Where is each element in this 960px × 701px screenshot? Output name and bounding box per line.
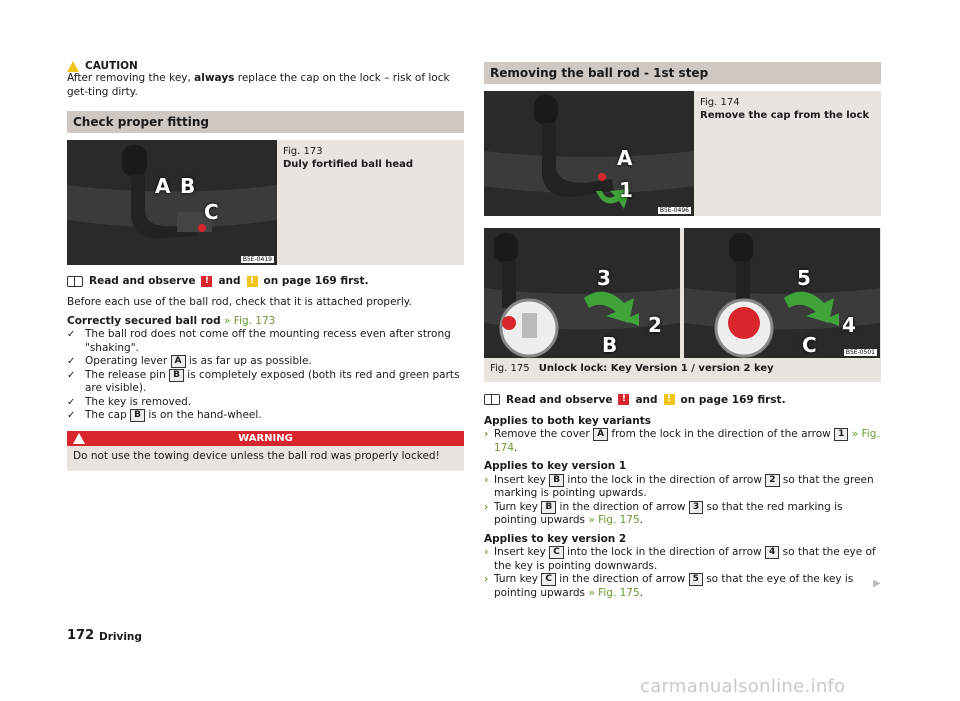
figure-link[interactable]: » Fig. 173 (224, 314, 276, 327)
figure-code: B5E-0501 (845, 349, 875, 356)
callout-b: B (180, 174, 196, 198)
warning-header: WARNING (67, 431, 464, 446)
figure-link[interactable]: » Fig. 174 (494, 428, 880, 454)
step-item: › Turn key C in the direction of arrow 5 so that the eye of the key is pointing upwards » Fig. 175. (484, 573, 854, 599)
figure-code: B5E-0419 (242, 256, 272, 263)
figure-code: B5E-0496 (659, 207, 689, 214)
figure-174-caption: Fig. 174 Remove the cap from the lock (700, 97, 870, 121)
callout-a: A (617, 146, 633, 170)
checkmark-icon: ✓ (67, 410, 76, 421)
watermark: carmanualsonline.info (640, 676, 846, 697)
lock-cap-illustration (484, 91, 694, 216)
figure-173-photo (67, 140, 277, 265)
key-version-1-illustration (484, 228, 680, 358)
both-variants-title: Applies to both key variants (484, 414, 652, 427)
figure-173 (67, 140, 464, 265)
check-item: ✓ The key is removed. (67, 395, 192, 408)
steps-block (484, 415, 881, 601)
left-column (67, 60, 464, 471)
caution-icon (67, 61, 79, 72)
check-item: ✓ Operating lever A is as far up as possible. (67, 355, 312, 367)
key-version-2-illustration (684, 228, 880, 358)
read-and-observe: Read and observe ! and ! on page 169 first. (67, 275, 464, 287)
secured-heading: Correctly secured ball rod » Fig. 173 (67, 314, 276, 327)
callout-1: 1 (619, 178, 633, 202)
check-list (67, 328, 464, 423)
check-item: ✓ The ball rod does not come off the mounting recess even after strong "shaking". (67, 328, 451, 354)
caution-text: After removing the key, always replace the cap on the lock – risk of lock get-ting dirty. (67, 72, 450, 98)
checkmark-icon: ✓ (67, 329, 76, 340)
callout-3: 3 (597, 266, 611, 290)
figure-175-photos (484, 228, 881, 358)
figure-175-caption: Fig. 175 Unlock lock: Key Version 1 / version 2 key (490, 363, 774, 374)
page-section: Driving (99, 631, 142, 643)
page-number: 172 (67, 628, 95, 643)
check-item: ✓ The cap B is on the hand-wheel. (67, 409, 262, 421)
caution-square-icon: ! (247, 276, 258, 287)
callout-c: C (802, 333, 817, 357)
callout-a: A (155, 174, 171, 198)
caution-header (67, 60, 464, 72)
right-column (484, 60, 881, 600)
check-item: ✓ The release pin B is completely exposed (both its red and green parts are visible). (67, 368, 460, 394)
figure-175 (484, 228, 881, 382)
figure-175-photo-v1 (484, 228, 680, 358)
section-title-removing: Removing the ball rod - 1st step (484, 62, 881, 84)
step-item: › Insert key C into the lock in the direction of arrow 4 so that the eye of the key is pointing downwards. (484, 546, 876, 572)
checkmark-icon: ✓ (67, 369, 76, 381)
read-and-observe: Read and observe ! and ! on page 169 first. (484, 394, 881, 406)
callout-b: B (602, 333, 618, 357)
warning-square-icon: ! (618, 394, 629, 405)
checkmark-icon: ✓ (67, 356, 76, 367)
figure-link[interactable]: » Fig. 175 (588, 586, 640, 599)
figure-174-photo (484, 91, 694, 216)
callout-5: 5 (797, 266, 811, 290)
book-icon (484, 394, 500, 405)
figure-174 (484, 91, 881, 216)
step-item: › Turn key B in the direction of arrow 3 so that the red marking is pointing upwards » Fig. 175. (484, 500, 843, 526)
figure-175-photo-v2 (684, 228, 880, 358)
callout-c: C (204, 200, 219, 224)
callout-2: 2 (648, 313, 662, 337)
step-item: › Remove the cover A from the lock in the direction of the arrow 1 » Fig. 174. (484, 428, 880, 454)
continued-arrow-icon: ▶ (873, 578, 881, 589)
figure-link[interactable]: » Fig. 175 (588, 514, 640, 526)
figure-173-caption: Fig. 173 Duly fortified ball head (283, 146, 414, 170)
warning-text: Do not use the towing device unless the ball rod was properly locked! (67, 446, 464, 472)
callout-4: 4 (842, 313, 856, 337)
warning-icon (73, 433, 85, 444)
intro-text: Before each use of the ball rod, check that it is attached properly. (67, 296, 412, 308)
caution-square-icon: ! (664, 394, 675, 405)
warning-square-icon: ! (201, 276, 212, 287)
v1-title: Applies to key version 1 (484, 460, 627, 472)
step-item: › Insert key B into the lock in the direction of arrow 2 so that the green marking is pointing upwards. (484, 473, 874, 499)
v2-title: Applies to key version 2 (484, 532, 627, 545)
section-title-check-fitting: Check proper fitting (67, 111, 464, 133)
book-icon (67, 276, 83, 287)
checkmark-icon: ✓ (67, 396, 76, 408)
caution-title: CAUTION (85, 60, 138, 72)
tow-ball-illustration (67, 140, 277, 265)
